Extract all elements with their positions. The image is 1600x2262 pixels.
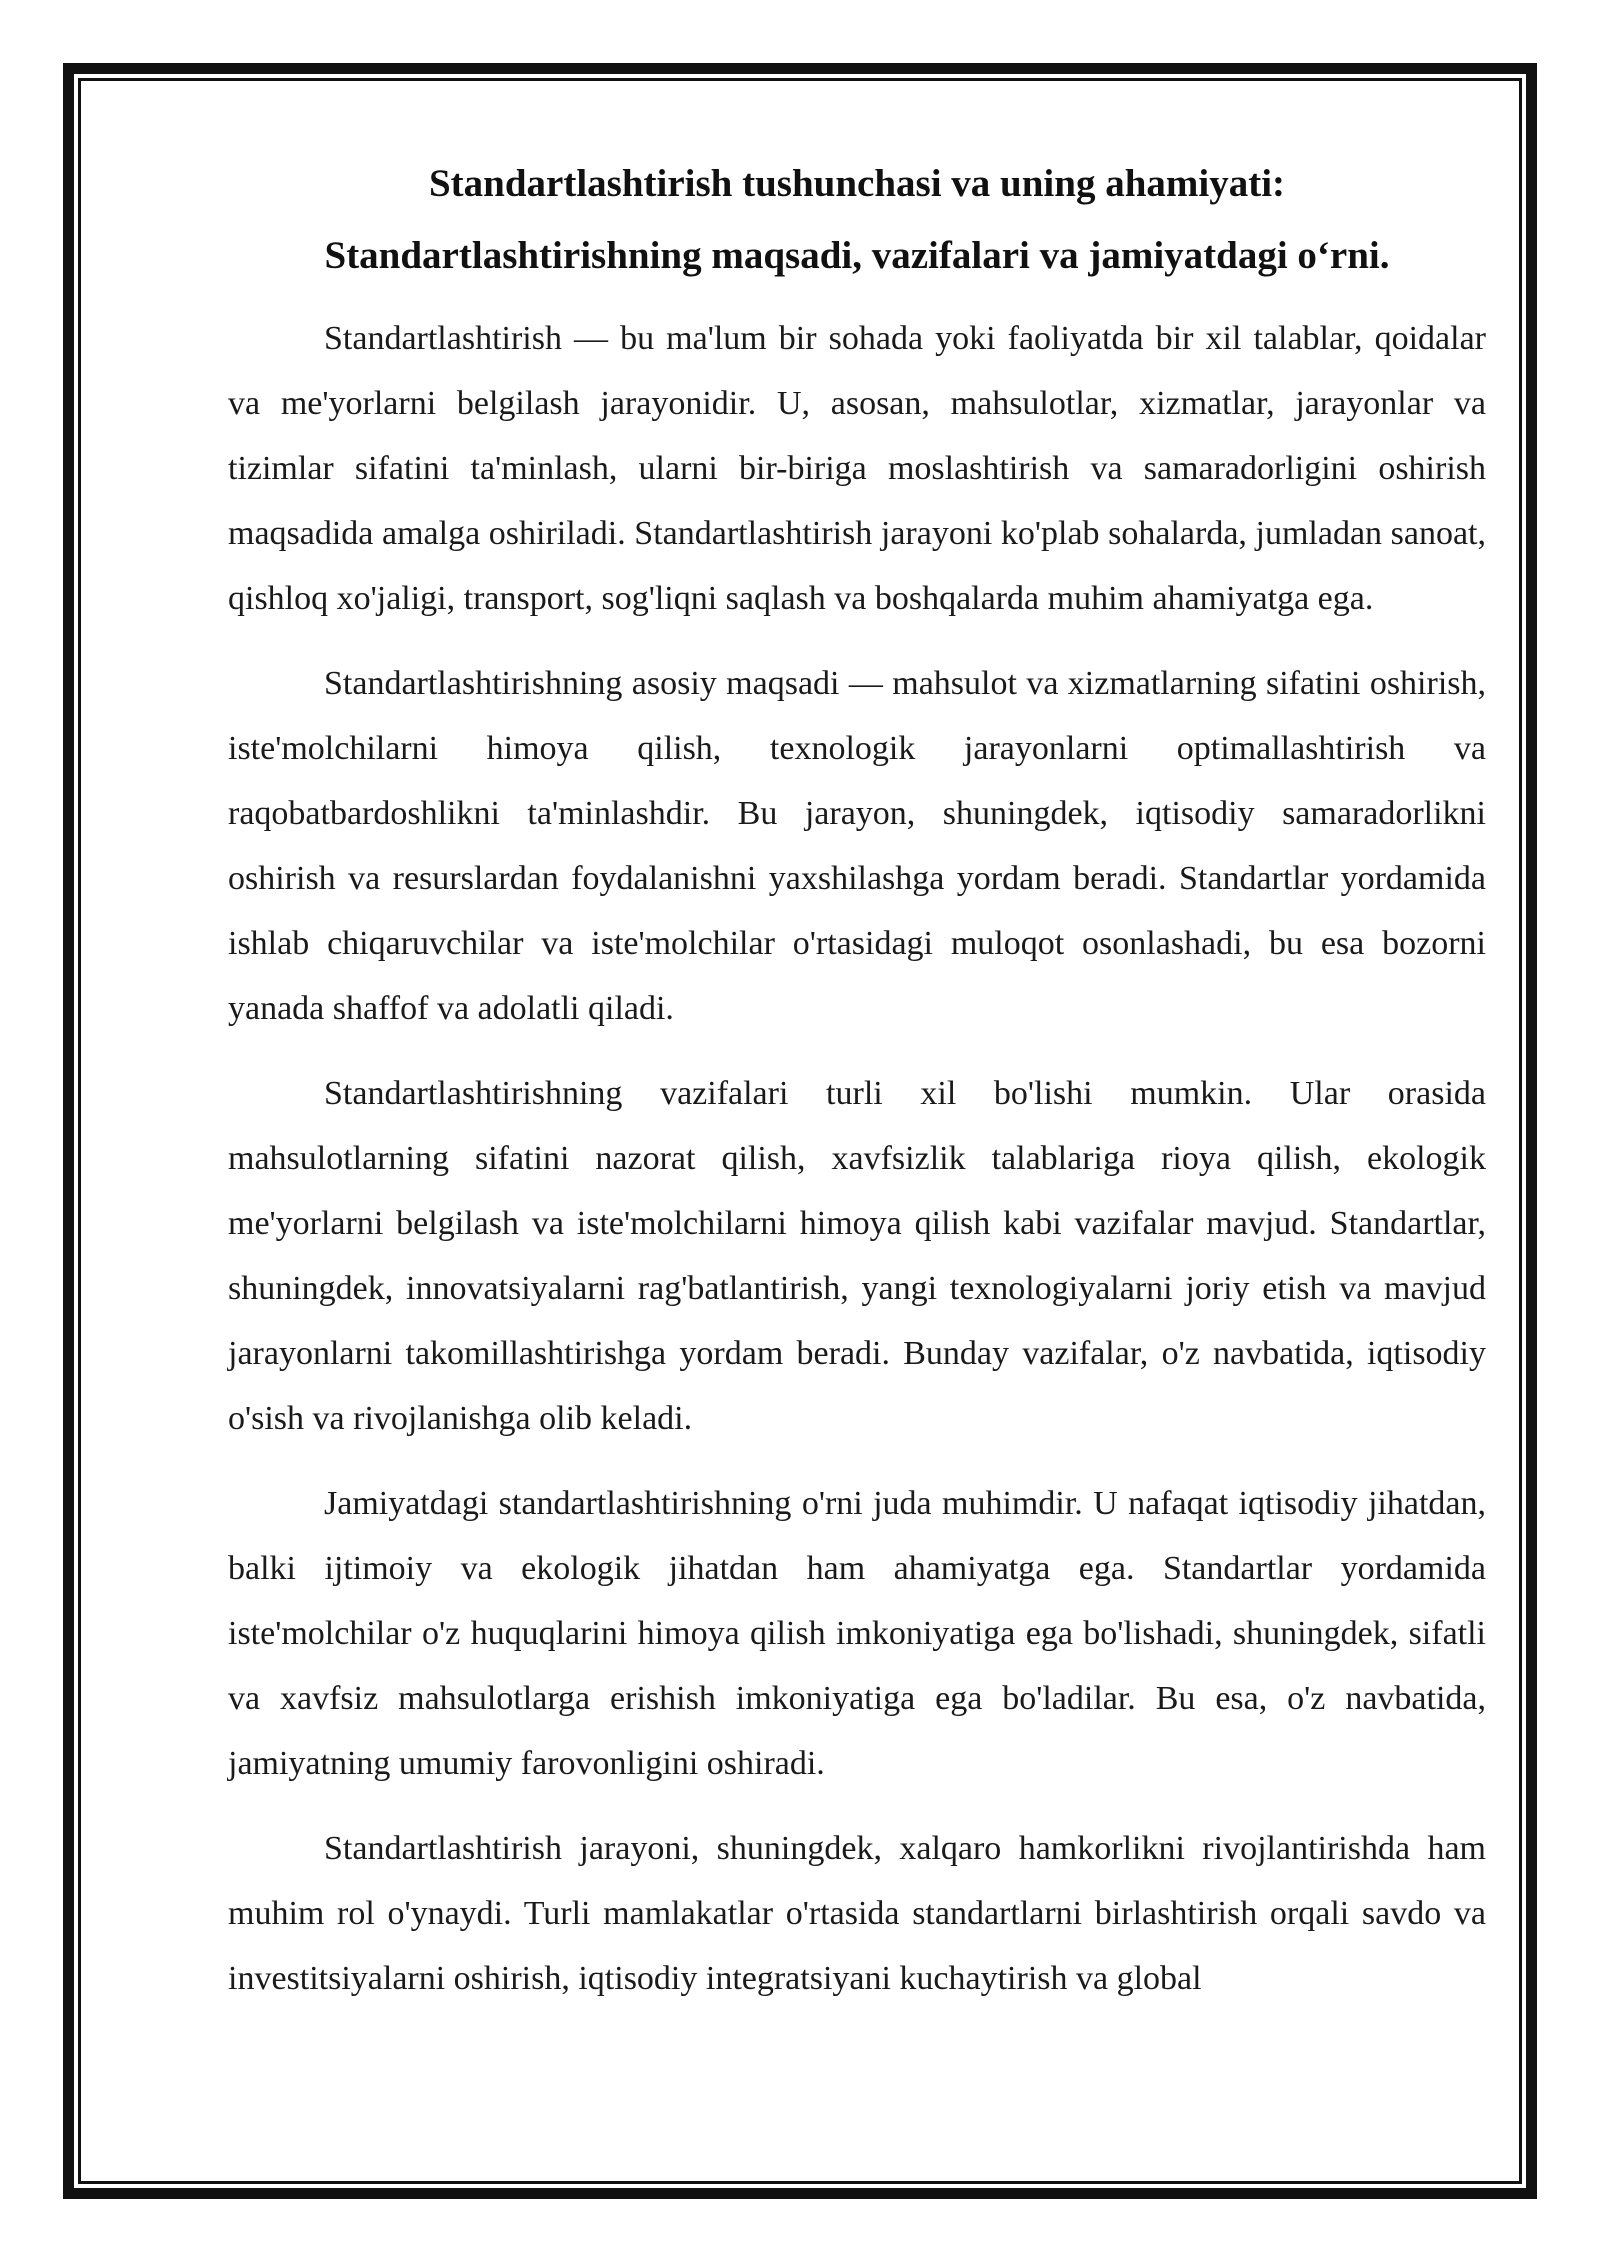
- paragraph-5: Standartlashtirish jarayoni, shuningdek, xalqaro hamkorlikni rivojlantirishda ham muhim rol o'ynaydi. Turli mamlakatlar o'rtasida standartlarni birlashtirish orqali savdo va investitsiyalarni oshirish, iqtisodiy integratsiyani kuchaytirish va global: [228, 1830, 1486, 1997]
- paragraph-1: Standartlashtirish — bu ma'lum bir sohada yoki faoliyatda bir xil talablar, qoidalar va me'yorlarni belgilash jarayonidir. U, asosan, mahsulotlar, xizmatlar, jarayonlar va tizimlar sifatini ta'minlash, ularni bir-biriga moslashtirish va samaradorligini oshirish maqsadida amalga oshiriladi. Standartlashtirish jarayoni ko'plab sohalarda, jumladan sanoat, qishloq xo'jaligi, transport, sog'liqni saqlash va boshqalarda muhim ahamiyatga ega.: [228, 320, 1486, 617]
- title-line-1: Standartlashtirish tushunchasi va uning ahamiyati:: [428, 162, 1286, 205]
- document-body: [228, 148, 1486, 2031]
- paragraph-2: Standartlashtirishning asosiy maqsadi — mahsulot va xizmatlarning sifatini oshirish, iste'molchilarni himoya qilish, texnologik jarayonlarni optimallashtirish va raqobatbardoshlikni ta'minlashdir. Bu jarayon, shuningdek, iqtisodiy samaradorlikni oshirish va resurslardan foydalanishni yaxshilashga yordam beradi. Standartlar yordamida ishlab chiqaruvchilar va iste'molchilar o'rtasidagi muloqot osonlashadi, bu esa bozorni yanada shaffof va adolatli qiladi.: [228, 665, 1486, 1027]
- paragraph-3: Standartlashtirishning vazifalari turli xil bo'lishi mumkin. Ular orasida mahsulotlarning sifatini nazorat qilish, xavfsizlik talablariga rioya qilish, ekologik me'yorlarni belgilash va iste'molchilarni himoya qilish kabi vazifalar mavjud. Standartlar, shuningdek, innovatsiyalarni rag'batlantirish, yangi texnologiyalarni joriy etish va mavjud jarayonlarni takomillashtirishga yordam beradi. Bunday vazifalar, o'z navbatida, iqtisodiy o'sish va rivojlanishga olib keladi.: [228, 1075, 1486, 1437]
- document-title: [228, 148, 1486, 292]
- title-line-2: Standartlashtirishning maqsadi, vazifalari va jamiyatdagi o‘rni.: [324, 234, 1390, 277]
- paragraph-4: Jamiyatdagi standartlashtirishning o'rni juda muhimdir. U nafaqat iqtisodiy jihatdan, balki ijtimoiy va ekologik jihatdan ham ahamiyatga ega. Standartlar yordamida iste'molchilar o'z huquqlarini himoya qilish imkoniyatiga ega bo'lishadi, shuningdek, sifatli va xavfsiz mahsulotlarga erishish imkoniyatiga ega bo'ladilar. Bu esa, o'z navbatida, jamiyatning umumiy farovonligini oshiradi.: [228, 1485, 1486, 1782]
